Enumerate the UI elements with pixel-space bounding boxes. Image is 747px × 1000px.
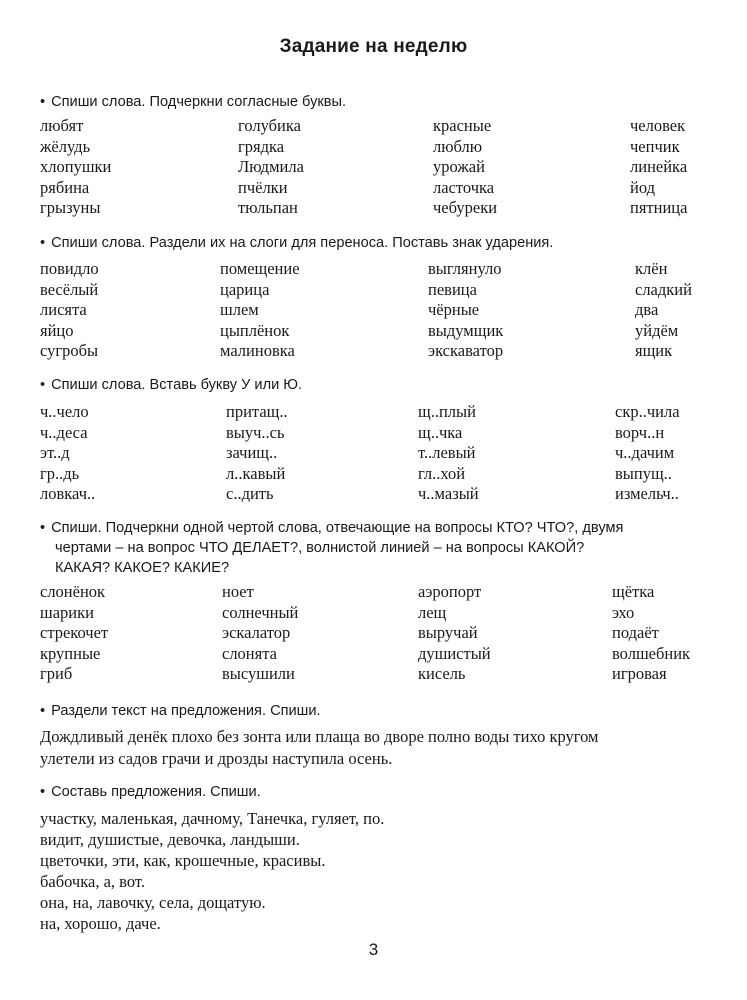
- word-cell: подаёт: [612, 623, 659, 642]
- word-row: [40, 300, 720, 321]
- task-4-line-3: КАКАЯ? КАКОЕ? КАКИЕ?: [55, 560, 230, 576]
- word-row: [40, 280, 720, 301]
- word-cell: шарики: [40, 602, 94, 622]
- word-cell: цыплёнок: [220, 320, 290, 340]
- word-row: [40, 464, 720, 485]
- word-row: [40, 259, 720, 280]
- word-cell: ловкач..: [40, 484, 96, 503]
- word-row: [40, 137, 720, 158]
- word-cell: любят: [40, 116, 84, 135]
- word-cell: уйдём: [635, 320, 679, 340]
- task-5-text-line-1: Дождливый денёк плохо без зонта или плаща во дворе полно воды тихо кругом: [40, 727, 599, 746]
- word-row: [40, 664, 720, 685]
- word-cell: эт..д: [40, 443, 70, 462]
- word-cell: повидло: [40, 259, 99, 278]
- word-cell: урожай: [433, 157, 485, 176]
- task-5-text: Раздели текст на предложения. Спиши.: [51, 703, 321, 719]
- word-cell: чебуреки: [433, 198, 498, 217]
- word-cell: гр..дь: [40, 463, 80, 483]
- word-cell: ящик: [635, 341, 673, 360]
- word-cell: выглянуло: [428, 259, 502, 278]
- word-cell: клён: [635, 259, 668, 278]
- word-cell: эскалатор: [222, 623, 291, 642]
- word-cell: два: [635, 300, 659, 319]
- word-cell: волшебник: [612, 643, 691, 663]
- task-4-words: [40, 582, 720, 685]
- word-cell: хлопушки: [40, 157, 112, 176]
- word-cell: пчёлки: [238, 177, 288, 197]
- sentence-line: бабочка, а, вот.: [40, 872, 145, 891]
- sentence-line: участку, маленькая, дачному, Танечка, гуляет, по.: [40, 809, 385, 828]
- word-cell: ворч..н: [615, 422, 665, 442]
- word-cell: красные: [433, 116, 492, 135]
- word-row: [40, 157, 720, 178]
- word-cell: экскаватор: [428, 341, 504, 360]
- sentence-line: цветочки, эти, как, крошечные, красивы.: [40, 851, 326, 870]
- word-cell: помещение: [220, 259, 300, 278]
- task-1-instruction: [40, 92, 720, 112]
- word-cell: ч..мазый: [418, 484, 479, 503]
- word-row: [40, 341, 720, 362]
- word-cell: линейка: [630, 157, 688, 176]
- word-cell: слонёнок: [40, 582, 106, 601]
- word-cell: гл..хой: [418, 463, 466, 483]
- task-4-line-1: • Спиши. Подчеркни одной чертой слова, отвечающие на вопросы КТО? ЧТО?, двумя: [40, 520, 624, 536]
- word-row: [40, 484, 720, 505]
- page-title: Задание на неделю: [279, 36, 468, 57]
- word-cell: солнечный: [222, 602, 299, 622]
- bullet: •: [40, 94, 46, 110]
- word-cell: выпущ..: [615, 463, 672, 483]
- word-cell: щ..плый: [418, 402, 476, 421]
- word-cell: слонята: [222, 643, 277, 663]
- word-cell: лисята: [40, 300, 87, 319]
- word-cell: ч..чело: [40, 402, 89, 421]
- task-5-instruction: [40, 701, 720, 721]
- word-cell: кисель: [418, 664, 466, 683]
- word-cell: ласточка: [433, 177, 495, 197]
- word-cell: весёлый: [40, 279, 99, 299]
- bullet: •: [40, 703, 46, 719]
- task-3-instruction: [40, 375, 720, 395]
- word-cell: певица: [428, 279, 477, 299]
- word-cell: измельч..: [615, 484, 679, 503]
- task-5-text-block: [40, 726, 720, 770]
- sentence-line: видит, душистые, девочка, ландыши.: [40, 830, 300, 849]
- sentence-line: она, на, лавочку, села, дощатую.: [40, 893, 266, 912]
- bullet: •: [40, 520, 46, 536]
- word-cell: выдумщик: [428, 320, 504, 340]
- task-6-lines: [40, 808, 720, 934]
- word-cell: притащ..: [226, 402, 288, 421]
- word-cell: жёлудь: [40, 136, 91, 156]
- word-row: [40, 321, 720, 342]
- word-cell: царица: [220, 279, 270, 299]
- page-number: 3: [368, 940, 379, 959]
- word-cell: рябина: [40, 177, 90, 197]
- word-cell: сладкий: [635, 279, 692, 299]
- word-row: [40, 198, 720, 219]
- word-cell: крупные: [40, 643, 101, 663]
- word-cell: л..кавый: [226, 463, 286, 483]
- task-1-words: [40, 116, 720, 219]
- word-cell: ч..дачим: [615, 443, 675, 462]
- sentence-line: на, хорошо, даче.: [40, 914, 161, 933]
- word-cell: шлем: [220, 300, 259, 319]
- word-cell: ноет: [222, 582, 254, 601]
- word-row: [40, 582, 720, 603]
- word-cell: с..дить: [226, 484, 274, 503]
- word-cell: скр..чила: [615, 402, 680, 421]
- word-cell: чепчик: [630, 136, 680, 156]
- word-cell: лещ: [418, 602, 447, 622]
- word-cell: чёрные: [428, 300, 480, 319]
- word-cell: душистый: [418, 643, 491, 663]
- word-cell: щётка: [612, 582, 655, 601]
- word-row: [40, 402, 720, 423]
- word-cell: малиновка: [220, 341, 295, 360]
- word-cell: выуч..сь: [226, 422, 285, 442]
- task-6-text: Составь предложения. Спиши.: [51, 784, 261, 800]
- bullet: •: [40, 377, 46, 393]
- word-cell: яйцо: [40, 320, 74, 340]
- word-cell: высушили: [222, 664, 295, 683]
- word-cell: йод: [630, 177, 655, 197]
- word-cell: зачищ..: [226, 443, 278, 462]
- word-row: [40, 623, 720, 644]
- word-cell: т..левый: [418, 443, 476, 462]
- word-row: [40, 178, 720, 199]
- word-row: [40, 603, 720, 624]
- word-cell: люблю: [433, 136, 483, 156]
- word-cell: Людмила: [238, 157, 304, 176]
- task-5-text-line-2: улетели из садов грачи и дрозды наступила осень.: [40, 749, 393, 768]
- task-2-instruction: [40, 233, 720, 253]
- word-row: [40, 423, 720, 444]
- word-cell: голубика: [238, 116, 301, 135]
- task-1-text: Спиши слова. Подчеркни согласные буквы.: [51, 94, 347, 110]
- word-cell: тюльпан: [238, 198, 298, 217]
- bullet: •: [40, 784, 46, 800]
- word-cell: пятница: [630, 198, 688, 217]
- word-cell: игровая: [612, 664, 667, 683]
- word-cell: грызуны: [40, 198, 101, 217]
- task-2-text: Спиши слова. Раздели их на слоги для переноса. Поставь знак ударения.: [51, 235, 554, 251]
- word-cell: сугробы: [40, 341, 99, 360]
- word-cell: гриб: [40, 664, 73, 683]
- task-4-line-2: чертами – на вопрос ЧТО ДЕЛАЕТ?, волнистой линией – на вопросы КАКОЙ?: [55, 540, 585, 556]
- word-cell: эхо: [612, 602, 635, 622]
- word-cell: грядка: [238, 136, 285, 156]
- bullet: •: [40, 235, 46, 251]
- word-cell: ч..деса: [40, 422, 88, 442]
- task-4-instruction: [40, 518, 720, 578]
- task-3-text: Спиши слова. Вставь букву У или Ю.: [51, 377, 303, 393]
- word-row: [40, 644, 720, 665]
- task-3-words: [40, 402, 720, 505]
- word-row: [40, 443, 720, 464]
- word-cell: аэропорт: [418, 582, 482, 601]
- word-row: [40, 116, 720, 137]
- task-2-words: [40, 259, 720, 362]
- word-cell: стрекочет: [40, 623, 109, 642]
- word-cell: человек: [630, 116, 686, 135]
- word-cell: выручай: [418, 623, 478, 642]
- task-6-instruction: [40, 782, 720, 802]
- word-cell: щ..чка: [418, 422, 463, 442]
